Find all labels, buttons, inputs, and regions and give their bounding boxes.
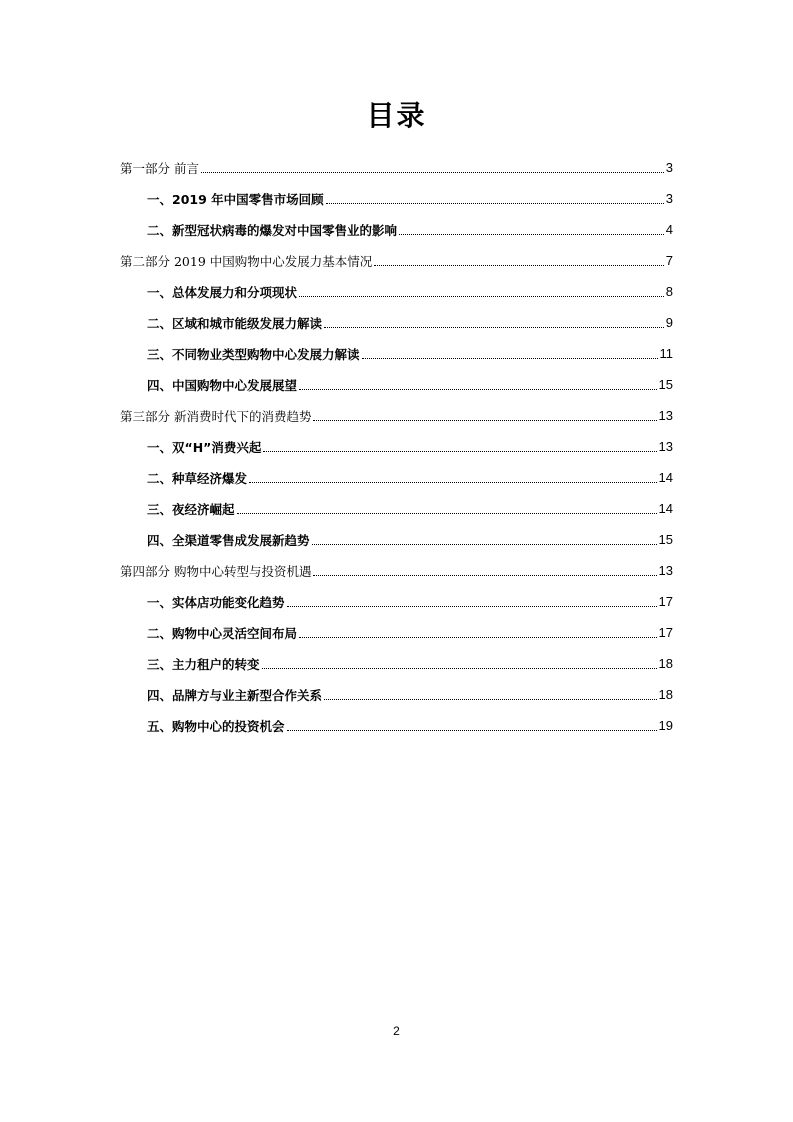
toc-dot-leader bbox=[262, 668, 657, 669]
toc-entry-label: 四、全渠道零售成发展新趋势 bbox=[147, 532, 310, 548]
toc-section-entry[interactable] bbox=[120, 493, 673, 524]
toc-section-entry[interactable] bbox=[120, 276, 673, 307]
toc-page-number: 18 bbox=[658, 656, 673, 671]
toc-section-entry[interactable] bbox=[120, 524, 673, 555]
toc-dot-leader bbox=[374, 265, 664, 266]
toc-dot-leader bbox=[362, 358, 658, 359]
toc-entry-label: 三、主力租户的转变 bbox=[147, 656, 260, 672]
toc-page-number: 15 bbox=[658, 377, 673, 392]
toc-entry-label: 五、购物中心的投资机会 bbox=[147, 718, 285, 734]
toc-section-entry[interactable] bbox=[120, 307, 673, 338]
toc-page-number: 9 bbox=[665, 315, 673, 330]
toc-page-number: 13 bbox=[658, 439, 673, 454]
toc-entry-label: 三、夜经济崛起 bbox=[147, 501, 235, 517]
page-title: 目录 bbox=[366, 99, 427, 132]
toc-part-entry[interactable] bbox=[120, 245, 673, 276]
footer-page-number: 2 bbox=[393, 1024, 400, 1038]
toc-entry-label: 一、双“H”消费兴起 bbox=[147, 439, 262, 455]
toc-part-entry[interactable] bbox=[120, 400, 673, 431]
toc-section-entry[interactable] bbox=[120, 369, 673, 400]
toc-section-entry[interactable] bbox=[120, 710, 673, 741]
toc-dot-leader bbox=[249, 482, 657, 483]
toc-entry-label: 二、种草经济爆发 bbox=[147, 470, 248, 486]
toc-entry-label: 二、购物中心灵活空间布局 bbox=[147, 625, 298, 641]
toc-page-number: 17 bbox=[658, 625, 673, 640]
toc-page-number: 3 bbox=[665, 160, 673, 175]
toc-page-number: 19 bbox=[658, 718, 673, 733]
toc-part-entry[interactable] bbox=[120, 152, 673, 183]
toc-section-entry[interactable] bbox=[120, 214, 673, 245]
toc-dot-leader bbox=[313, 420, 656, 421]
toc-entry-label: 第三部分 新消费时代下的消费趋势 bbox=[120, 408, 312, 424]
toc-dot-leader bbox=[299, 637, 657, 638]
toc-page-number: 14 bbox=[658, 470, 673, 485]
toc-section-entry[interactable] bbox=[120, 183, 673, 214]
toc-page-number: 3 bbox=[665, 191, 673, 206]
toc-entry-label: 第一部分 前言 bbox=[120, 160, 199, 176]
toc-page-number: 11 bbox=[659, 346, 673, 361]
toc-page-number: 7 bbox=[665, 253, 673, 268]
toc-page-number: 18 bbox=[658, 687, 673, 702]
toc-entry-label: 第二部分 2019 中国购物中心发展力基本情况 bbox=[120, 253, 373, 269]
toc-dot-leader bbox=[263, 451, 656, 452]
toc-dot-leader bbox=[287, 606, 657, 607]
toc-dot-leader bbox=[313, 575, 656, 576]
table-of-contents bbox=[120, 152, 673, 741]
toc-dot-leader bbox=[324, 327, 664, 328]
toc-section-entry[interactable] bbox=[120, 462, 673, 493]
toc-entry-label: 三、不同物业类型购物中心发展力解读 bbox=[147, 346, 360, 362]
toc-page-number: 14 bbox=[658, 501, 673, 516]
toc-page-number: 4 bbox=[665, 222, 673, 237]
toc-entry-label: 二、区域和城市能级发展力解读 bbox=[147, 315, 323, 331]
toc-entry-label: 四、中国购物中心发展展望 bbox=[147, 377, 298, 393]
toc-page-number: 15 bbox=[658, 532, 673, 547]
toc-dot-leader bbox=[299, 296, 664, 297]
toc-dot-leader bbox=[299, 389, 657, 390]
toc-dot-leader bbox=[312, 544, 657, 545]
toc-dot-leader bbox=[326, 203, 664, 204]
toc-section-entry[interactable] bbox=[120, 648, 673, 679]
toc-section-entry[interactable] bbox=[120, 338, 673, 369]
toc-dot-leader bbox=[324, 699, 657, 700]
toc-entry-label: 四、品牌方与业主新型合作关系 bbox=[147, 687, 323, 703]
toc-page-number: 13 bbox=[658, 408, 673, 423]
toc-dot-leader bbox=[201, 172, 664, 173]
toc-dot-leader bbox=[399, 234, 664, 235]
toc-section-entry[interactable] bbox=[120, 617, 673, 648]
toc-section-entry[interactable] bbox=[120, 431, 673, 462]
toc-dot-leader bbox=[287, 730, 657, 731]
toc-entry-label: 第四部分 购物中心转型与投资机遇 bbox=[120, 563, 312, 579]
toc-dot-leader bbox=[237, 513, 657, 514]
toc-entry-label: 二、新型冠状病毒的爆发对中国零售业的影响 bbox=[147, 222, 398, 238]
toc-section-entry[interactable] bbox=[120, 679, 673, 710]
toc-section-entry[interactable] bbox=[120, 586, 673, 617]
toc-entry-label: 一、总体发展力和分项现状 bbox=[147, 284, 298, 300]
toc-entry-label: 一、2019 年中国零售市场回顾 bbox=[147, 191, 324, 207]
toc-page-number: 17 bbox=[658, 594, 673, 609]
toc-entry-label: 一、实体店功能变化趋势 bbox=[147, 594, 285, 610]
toc-part-entry[interactable] bbox=[120, 555, 673, 586]
toc-page-number: 8 bbox=[665, 284, 673, 299]
toc-page-number: 13 bbox=[658, 563, 673, 578]
